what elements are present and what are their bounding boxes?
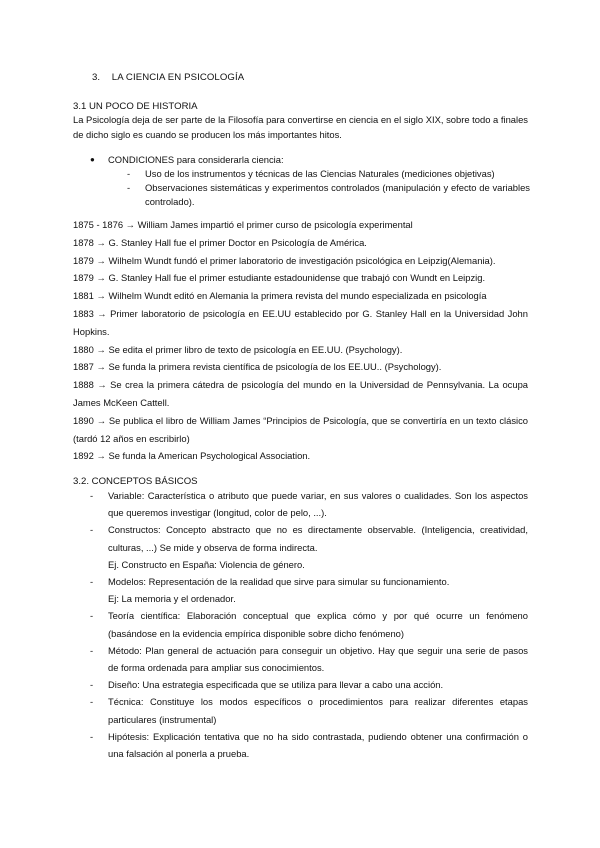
timeline-entry: 1880 → Se edita el primer libro de texto de psicología en EE.UU. (Psychology). <box>73 343 403 355</box>
timeline-entry: 1879 → Wilhelm Wundt fundó el primer laboratorio de investigación psicológica en Leipzig(Alemania). <box>73 254 496 266</box>
conditions-item <box>127 181 530 209</box>
dash-marker: - <box>127 182 131 193</box>
dash-marker: - <box>90 696 94 708</box>
conditions-item-text: Uso de los instrumentos y técnicas de las Ciencias Naturales (mediciones objetivas) <box>145 168 495 179</box>
timeline-entry: 1878 → G. Stanley Hall fue el primer Doctor en Psicología de América. <box>73 236 367 248</box>
history-heading: 3.1 UN POCO DE HISTORIA <box>73 101 198 112</box>
timeline-entry: 1887 → Se funda la primera revista científica de psicología de los EE.UU.. (Psychology). <box>73 361 442 373</box>
timeline-entry: 1879 → G. Stanley Hall fue el primer estudiante estadounidense que trabajó con Wundt en Leipzig. <box>73 272 486 284</box>
conditions-item-text: Observaciones sistemáticas y experimentos controlados (manipulación y efecto de variables controlado). <box>145 182 530 207</box>
dash-marker: - <box>90 576 94 588</box>
concept-item <box>90 693 528 727</box>
section-title <box>92 69 244 86</box>
timeline <box>73 216 528 465</box>
concept-text: Variable: Característica o atributo que puede variar, en sus valores o cualidades. Son los aspectos que queremos investigar (longitud, color de pelo, ...). <box>108 490 528 519</box>
concept-text: Modelos: Representación de la realidad que sirve para simular su funcionamiento. <box>108 576 450 588</box>
concept-example: Ej: La memoria y el ordenador. <box>108 593 236 605</box>
timeline-entry: 1892 → Se funda la American Psychological Association. <box>73 450 311 462</box>
conditions-block <box>90 153 530 209</box>
concepts-list <box>90 487 528 762</box>
conditions-item <box>127 167 530 181</box>
concept-text: Método: Plan general de actuación para conseguir un objetivo. Hay que seguir una serie de pasos de forma ordenada para ampliar sus conocimientos. <box>108 644 528 674</box>
concept-item <box>90 521 528 573</box>
concept-item <box>90 676 528 693</box>
conditions-label: CONDICIONES para considerarla ciencia: <box>108 154 284 165</box>
dash-marker: - <box>90 490 94 501</box>
section-title-text: LA CIENCIA EN PSICOLOGÍA <box>111 72 245 83</box>
timeline-entry: 1881 → Wilhelm Wundt editó en Alemania la primera revista del mundo especializada en psicología <box>73 290 487 302</box>
section-number: 3. <box>92 72 101 83</box>
concept-item <box>90 728 528 762</box>
concept-body <box>108 521 528 573</box>
history-intro: La Psicología deja de ser parte de la Filosofía para convertirse en ciencia en el siglo XIX, sobre todo a finales de dicho siglo es cuando se producen los más importantes hitos. <box>73 114 528 140</box>
conditions-list <box>90 167 530 209</box>
concept-text: Diseño: Una estrategia especificada que se utiliza para llevar a cabo una acción. <box>108 679 444 691</box>
timeline-entry: 1883 → Primer laboratorio de psicología en EE.UU establecido por G. Stanley Hall en la Universidad John Hopkins. <box>73 307 528 337</box>
concept-example: Ej. Constructo en España: Violencia de género. <box>108 558 305 570</box>
concept-text: Técnica: Constituye los modos específicos o procedimientos para realizar diferentes etapas particulares (instrumental) <box>108 696 528 725</box>
dash-marker: - <box>127 168 131 179</box>
concept-text: Hipótesis: Explicación tentativa que no ha sido contrastada, pudiendo obtener una confirmación o una falsación al ponerla a prueba. <box>108 730 528 760</box>
dash-marker: - <box>90 644 94 656</box>
timeline-entry: 1890 → Se publica el libro de William James “Principios de Psicología, que se convertiría en un texto clásico (tardó 12 años en escribirlo) <box>73 414 528 444</box>
timeline-entry: 1888 → Se crea la primera cátedra de psicología del mundo en la Universidad de Pennsylvania. La ocupa James McKeen Cattell. <box>73 379 528 408</box>
dash-marker: - <box>90 730 94 742</box>
concept-text: Teoría científica: Elaboración conceptual que explica cómo y por qué ocurre un fenómeno (basándose en la evidencia empírica disponible sobre dicho fenómeno) <box>108 610 528 639</box>
concept-item <box>90 487 528 521</box>
concept-item <box>90 573 528 607</box>
concept-text: Constructos: Concepto abstracto que no es directamente observable. (Inteligencia, creatividad, culturas, ...) Se mide y observa de forma indirecta. <box>108 524 528 553</box>
dash-marker: - <box>90 679 94 691</box>
concepts-heading: 3.2. CONCEPTOS BÁSICOS <box>73 476 198 487</box>
timeline-entry: 1875 - 1876 → William James impartió el primer curso de psicología experimental <box>73 219 413 230</box>
conditions-row <box>90 153 530 167</box>
concept-item <box>90 642 528 676</box>
bullet-icon: ● <box>90 155 95 164</box>
concept-body <box>108 573 528 607</box>
dash-marker: - <box>90 524 94 536</box>
concept-item <box>90 607 528 641</box>
dash-marker: - <box>90 610 94 622</box>
